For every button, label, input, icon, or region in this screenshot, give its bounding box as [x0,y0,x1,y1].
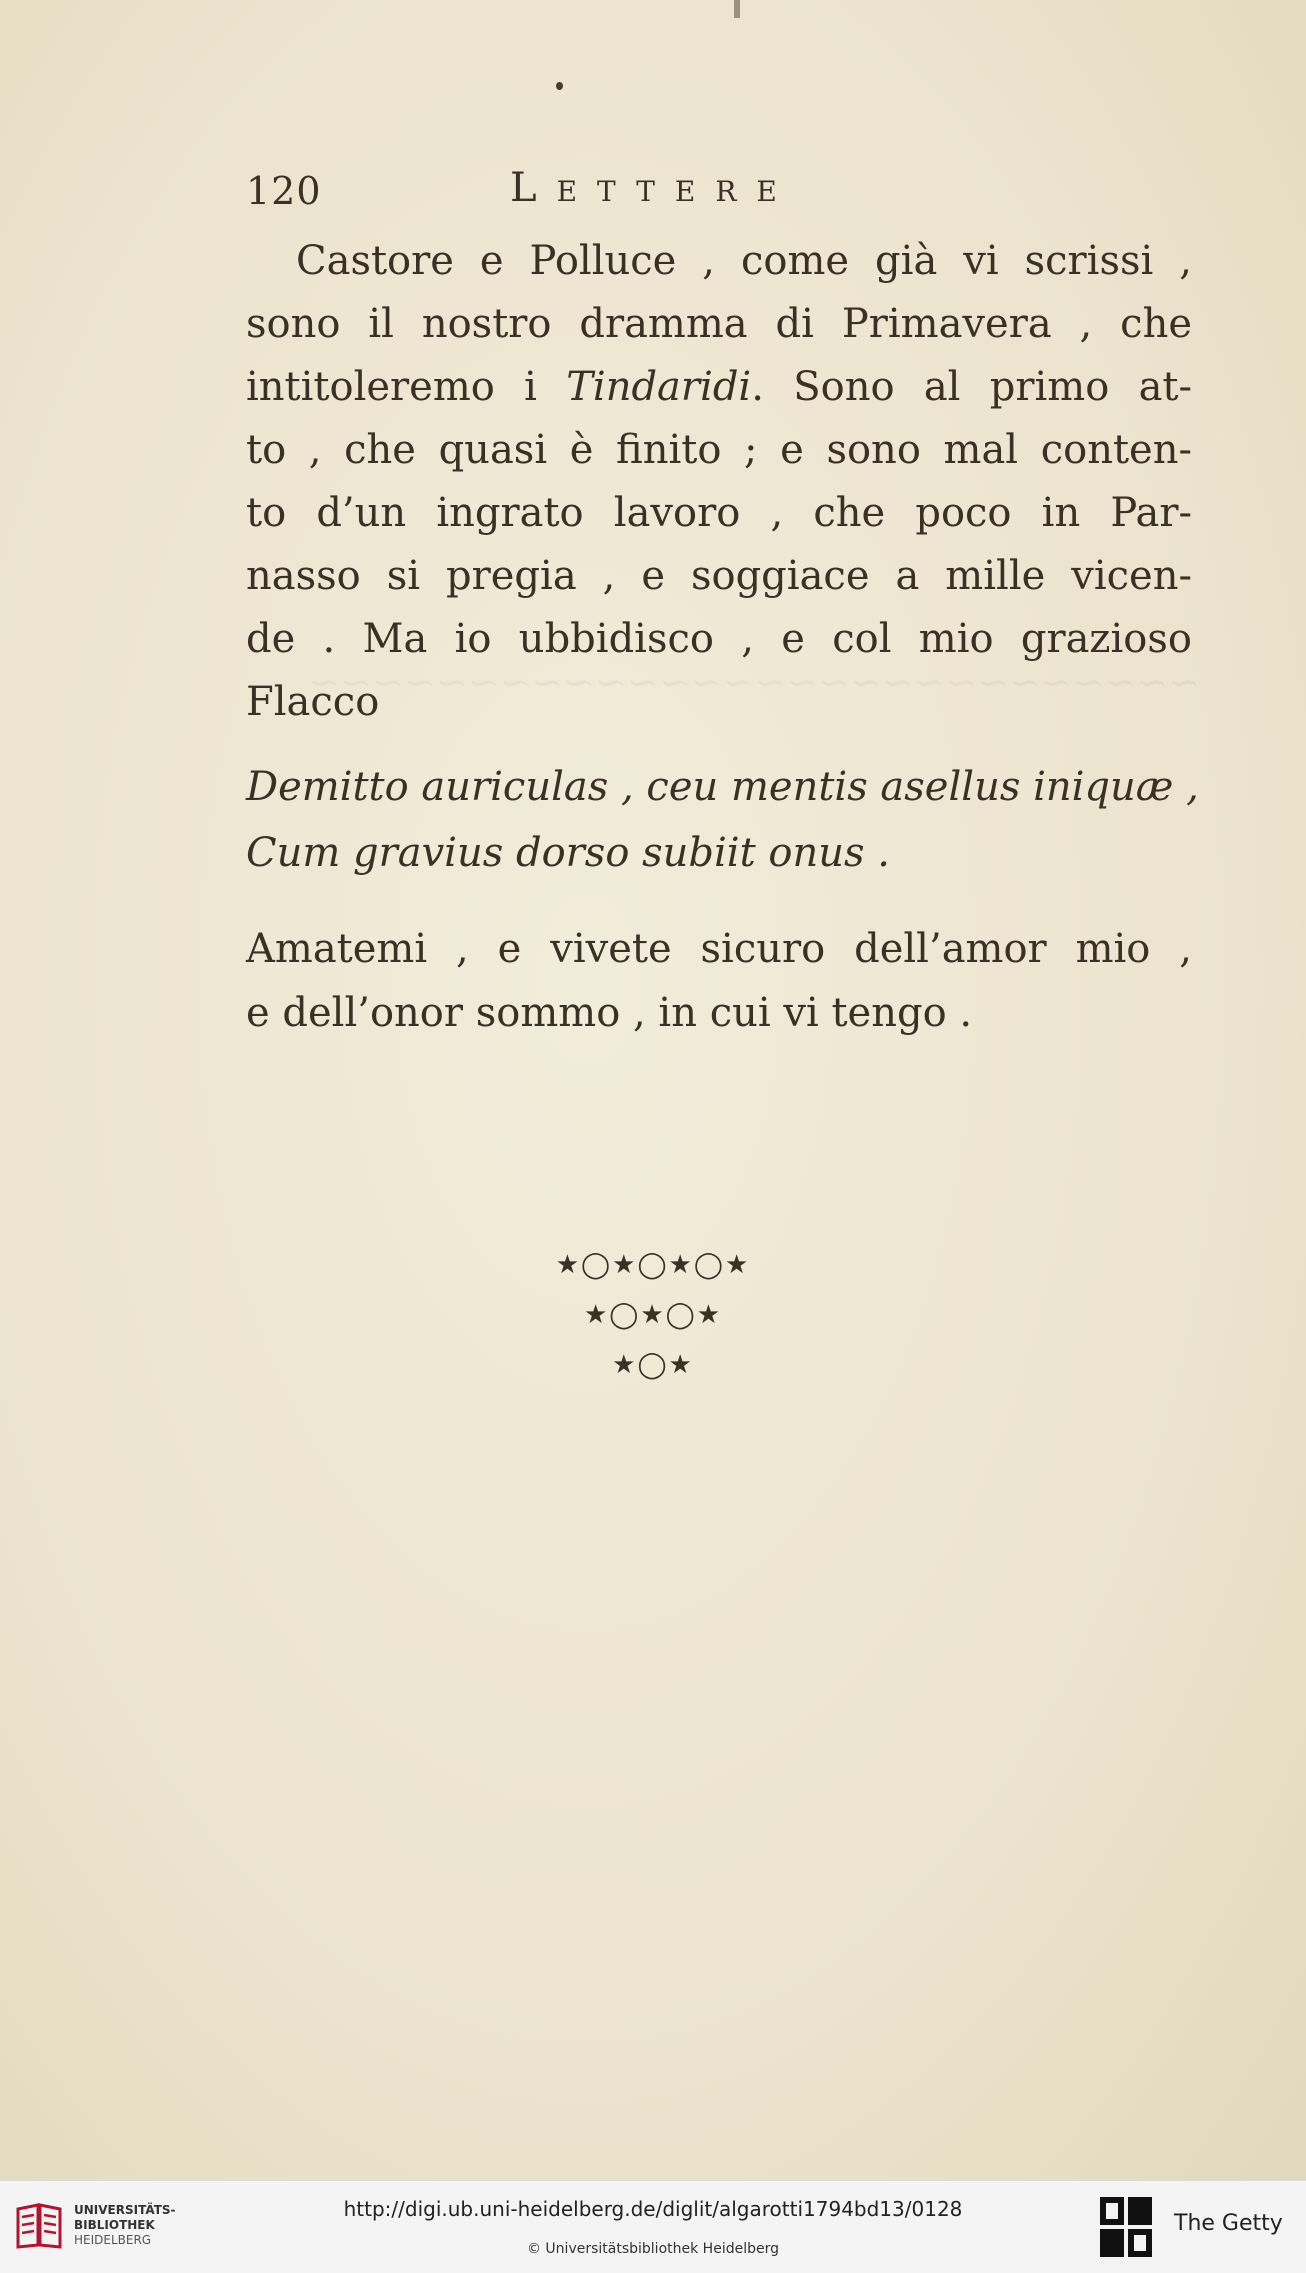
closing-line: Amatemi , e vivete sicuro dell’amor mio , [246,926,1192,972]
body-line: nasso si pregia , e soggiace a mille vicen- [246,553,1192,599]
permalink-url[interactable]: http://digi.ub.uni-heidelberg.de/diglit/algarotti1794bd13/0128 [343,2197,963,2221]
closing-line: e dell’onor sommo , in cui vi tengo . [246,990,973,1036]
body-line: Castore e Polluce , come già vi scrissi , [296,238,1192,284]
page-number: 120 [246,169,322,213]
ink-smudge [734,0,740,18]
running-header [246,165,1206,225]
running-title: Lettere [510,165,797,211]
viewer-footer [0,2180,1306,2273]
body-line: to d’un ingrato lavoro , che poco in Par- [246,490,1192,536]
body-line: intitoleremo i Tindaridi. Sono al primo at- [246,364,1193,410]
verse-line: Cum gravius dorso subiit onus . [246,830,890,876]
body-line: sono il nostro dramma di Primavera , che [246,301,1192,347]
getty-name: The Getty [1174,2211,1283,2236]
ornament-row-2: ★◯★◯★ [583,1300,723,1330]
italic-title: Tindaridi [566,364,752,410]
verse-line: Demitto auriculas , ceu mentis asellus iniquæ , [246,764,1199,810]
ornament-row-1: ★◯★◯★◯★ [555,1250,751,1280]
body-line: de . Ma io ubbidisco , e col mio grazioso [246,616,1192,662]
ink-dot [556,82,563,90]
library-name: UNIVERSITÄTS- BIBLIOTHEK HEIDELBERG [74,2203,176,2247]
getty-logo-icon[interactable] [1098,2195,1154,2259]
copyright-notice: © Universitätsbibliothek Heidelberg [526,2241,779,2257]
body-line: Flacco [246,679,380,725]
body-line: to , che quasi è finito ; e sono mal conten- [246,427,1192,473]
ornament-row-3: ★◯★ [612,1350,694,1380]
